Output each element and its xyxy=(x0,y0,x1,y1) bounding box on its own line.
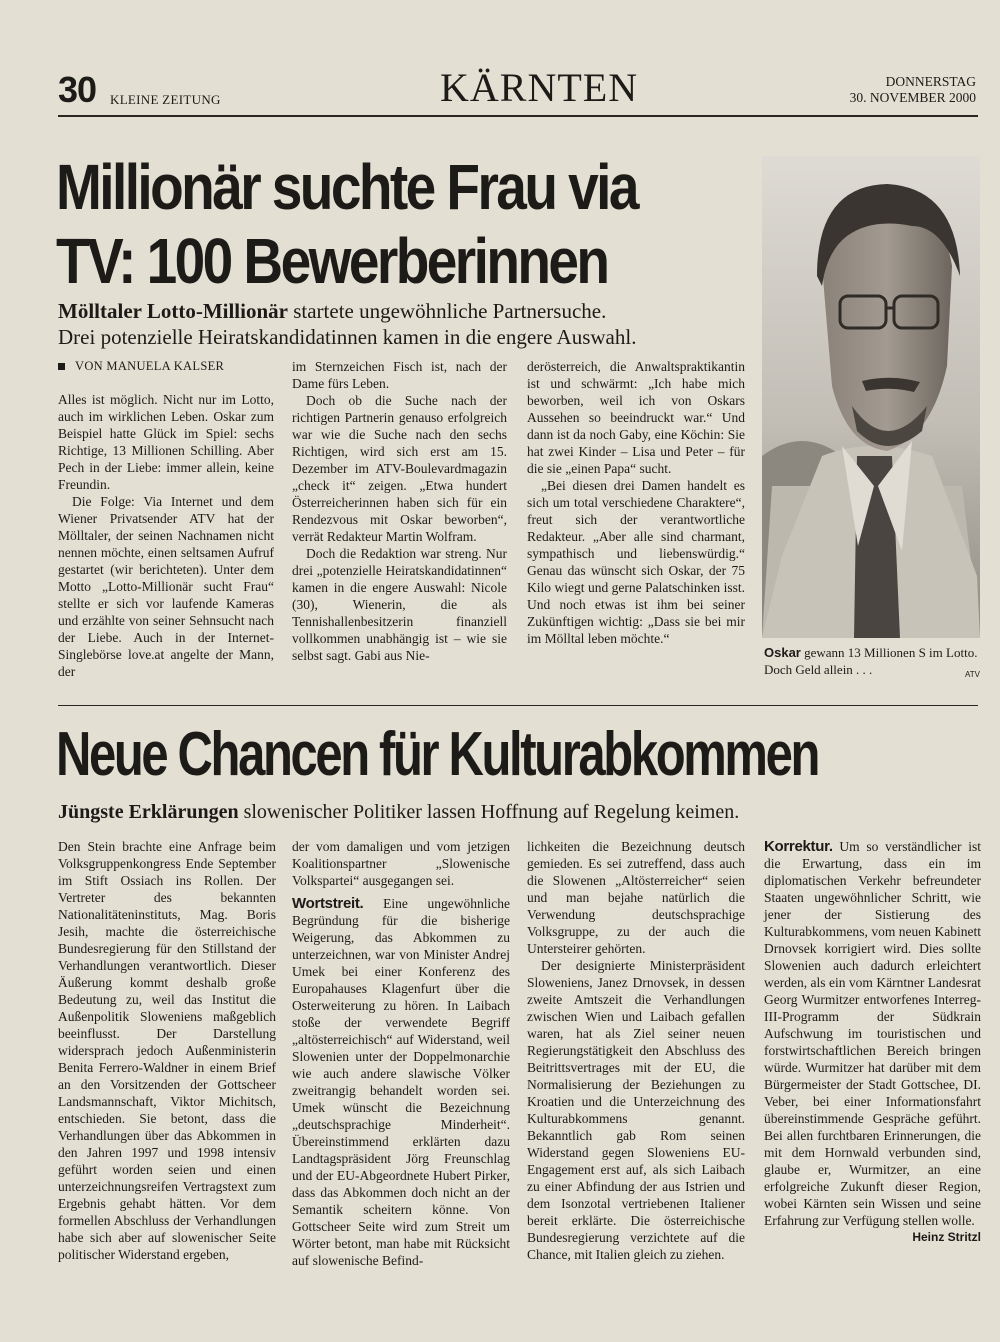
article1-column-2 xyxy=(292,358,507,664)
paragraph: derösterreich, die Anwaltspraktikantin ist und schwärmt: „Ich habe mich beworben, weil ich von Oskars Aussehen so beeindruckt war.“ Und dann ist da noch Gaby, eine Köchin: Sie hat zwei Kinder – Lisa und Peter – für die sie „einen Papa“ sucht. xyxy=(527,359,745,476)
paragraph: Der designierte Ministerpräsident Sloweniens, Janez Drnovsek, in dessen zweite Amtszeit die Verhandlungen zwischen Wien und Laibach gefallen waren, hat als Ziel seiner neuen Regierungstätigkeit den Abschluss des Beitrittsvertrages mit der EU, die Normalisierung der Beziehungen zu Kroatien und die Unterzeichnung des Kulturabkommens genannt. Bekanntlich gab Rom seinen Widerstand gegen Sloweniens EU-Engagement erst auf, als sich Laibach zu einer Abfindung der aus Istrien und dem Isonzotal vertriebenen Italiener bereit erklärte. Die österreichische Bundesregierung verzichtete auf die Chance, mit Italien gleich zu ziehen. xyxy=(527,958,745,1262)
article1-column-3 xyxy=(527,358,745,647)
weekday: DONNERSTAG xyxy=(885,74,976,89)
article-divider xyxy=(58,705,978,706)
article2-column-4 xyxy=(764,838,981,1246)
photo-caption xyxy=(764,644,980,683)
runin-heading: Korrektur. xyxy=(764,838,833,855)
article1-headline-line2: TV: 100 Bewerberinnen xyxy=(56,225,608,297)
portrait-photo xyxy=(762,156,980,638)
paragraph: „Bei diesen drei Damen handelt es sich um total verschiedene Charaktere“, freut sich der verantwortliche Redakteur. „Aber alle sind charmant, sympathisch und liebenswürdig.“ Genau das wünscht sich Oskar, der 75 Kilo wiegt und gerne Palatschinken isst. Und noch etwas ist ihm bei seiner Zukünftigen wichtig: „Dass sie bei mir im Mölltal leben möchte.“ xyxy=(527,478,745,646)
byline-text: VON MANUELA KALSER xyxy=(75,359,225,373)
article1-sub-line2: Drei potenzielle Heiratskandidatinnen kamen in die engere Auswahl. xyxy=(58,325,637,349)
photo-credit: ATV xyxy=(965,670,980,679)
paragraph: der vom damaligen und vom jetzigen Koalitionspartner „Slowenische Volkspartei“ ausgegangen sei. xyxy=(292,839,510,888)
article1-column-1 xyxy=(58,358,274,680)
paragraph xyxy=(292,895,510,1269)
caption-text: gewann 13 Millionen S im Lotto. Doch Geld allein . . . xyxy=(764,645,978,677)
paragraph: Alles ist möglich. Nicht nur im Lotto, auch im wirklichen Leben. Oskar zum Beispiel hatte Glück im Spiel: sechs Richtige, 13 Millionen Schilling. Aber Pech in der Liebe: immer allein, keine Freundin. xyxy=(58,392,274,492)
paragraph xyxy=(764,838,981,1244)
article1-subheadline xyxy=(58,298,758,350)
section-title: KÄRNTEN xyxy=(440,65,639,110)
paragraph: lichkeiten die Bezeichnung deutsch gemieden. Es sei zutreffend, dass auch die Slowenen „Altösterreicher“ seien und man bejahe natürlich die Verwendung deutschsprachige Volksgruppe, zu der auch die Untersteirer gehörten. xyxy=(527,839,745,956)
paragraph: Den Stein brachte eine Anfrage beim Volksgruppenkongress Ende September im Stift Ossiach ins Rollen. Der Vertreter des bekannten Nationalitäteninstituts, Mag. Boris Jesih, machte die österreichische Bundesregierung für den Stillstand der Verhandlungen verantwortlich. Dieser Äußerung kommt deshalb große Bedeutung zu, weil das Institut die Außenpolitik Sloweniens maßgeblich beeinflusst. Der Darstellung widersprach jedoch Außenministerin Benita Ferrero-Waldner in einem Brief an den Vorsitzenden der Gottscheer Landsmannschaft, Viktor Michitsch, entschieden. Sie betont, dass die Verhandlungen über das Abkommen in den Jahren 1997 und 1998 intensiv geführt worden seien und einen unterzeichnungsreifen Vertragstext zum Ergebnis gehabt hätten. Vor dem formellen Abschluss der Verhandlungen habe sich aber auf slowenischer Seite politischer Widerstand ergeben, xyxy=(58,839,276,1262)
article1-headline xyxy=(56,150,658,298)
article1-sub-bold: Mölltaler Lotto-Millionär xyxy=(58,299,288,323)
paragraph: Doch die Redaktion war streng. Nur drei „potenzielle Heiratskandidatinnen“ kamen in die engere Auswahl: Nicole (30), Wienerin, die als Tennishallenbesitzerin finanziell vollkommen unabhängig ist – wie sie selbst sagt. Gabi aus Nie- xyxy=(292,546,507,663)
paragraph-text: Um so verständlicher ist die Erwartung, dass ein im diplomatischen Verkehr befreundeter Staaten ungewöhnlicher Schritt, wie jener der Sistierung des Kulturabkommens, vom neuen Kabinett Drnovsek korrigiert wird. Dies sollte Slowenien auch dadurch erleichtert werden, als ein vom Kärntner Landesrat Georg Wurmitzer entworfenes Interreg-III-Programm der Südkrain Aufschwung im touristischen und forstwirtschaftlichen Bereich bringen würde. Wurmitzer hat darüber mit dem Bürgermeister der Stadt Gottschee, DI. Veber, bei einer Informationsfahrt übereinstimmende Gespräche geführt. Bei allen furchtbaren Erinnerungen, die mit dem Hornwald verbunden sind, glaube er, Wurmitzer, an eine erfolgreiche Zukunft dieser Region, wobei Kärnten sein Wissen und seine Erfahrung zur Verfügung stellen wolle. xyxy=(764,839,981,1228)
paragraph: Doch ob die Suche nach der richtigen Partnerin genauso erfolgreich war wie die Suche nach den sechs Richtigen, wird sich erst am 15. Dezember im ATV-Boulevardmagazin „check it“ zeigen. „Etwa hundert Österreicherinnen haben sich für ein Rendezvous mit Oskar beworben“, verrät Redakteur Martin Wolfram. xyxy=(292,393,507,544)
paragraph-text: Eine ungewöhnliche Begründung für die bisherige Weigerung, das Abkommen zu unterzeichnen, war von Minister Andrej Umek bei einer Konferenz des Europahauses Klagenfurt über die Osterweiterung zu hören. In Laibach stoße der verwendete Begriff „altösterreichisch“ auf Widerstand, weil Slowenien unter der Doppelmonarchie wie auch andere slawische Völker zweitrangig behandelt worden sei. Umek wünscht die Bezeichnung „deutschsprachige Minderheit“. Übereinstimmend erklärten dazu Landtagspräsident Jörg Freunschlag und der EU-Abgeordnete Hubert Pirker, dass das Abkommen doch nicht an der Semantik scheitern könne. Von Gottscheer Seite wird zum Streit um Wörter betont, man habe mit Rücksicht auf slowenische Befind- xyxy=(292,896,510,1268)
article1-headline-line1: Millionär suchte Frau via xyxy=(56,151,637,223)
portrait-illustration xyxy=(762,156,980,638)
page-number: 30 xyxy=(58,69,97,110)
issue-date xyxy=(850,74,976,106)
caption-lead: Oskar xyxy=(764,645,801,660)
article2-sub-bold: Jüngste Erklärungen xyxy=(58,801,239,823)
article2-headline: Neue Chancen für Kulturabkommen xyxy=(56,720,819,789)
author-signature: Heinz Stritzl xyxy=(912,1230,981,1244)
paragraph: im Sternzeichen Fisch ist, nach der Dame fürs Leben. xyxy=(292,359,507,391)
article2-subheadline xyxy=(58,800,978,824)
date: 30. NOVEMBER 2000 xyxy=(849,90,976,105)
paragraph: Die Folge: Via Internet und dem Wiener Privatsender ATV hat der Mölltaler, der seinen Nachnamen nicht nennen möchte, einen seltsamen Aufruf gestartet (wir berichteten). Unter dem Motto „Lotto-Millionär sucht Frau“ stellte er sich vor laufende Kameras und erzählte von seiner Sehnsucht nach der Liebe. Auch in der Internet-Singlebörse love.at angelte der Mann, der xyxy=(58,494,274,679)
article2-column-2 xyxy=(292,838,510,1269)
article1-sub-rest: startete ungewöhnliche Partnersuche. xyxy=(287,299,607,323)
newspaper-name: KLEINE ZEITUNG xyxy=(110,92,221,107)
article2-sub-rest: slowenischer Politiker lassen Hoffnung auf Regelung keimen. xyxy=(238,801,740,823)
article2-column-1 xyxy=(58,838,276,1263)
byline xyxy=(58,358,274,375)
runin-heading: Wortstreit. xyxy=(292,895,364,912)
article2-column-3 xyxy=(527,838,745,1263)
header-rule xyxy=(58,115,978,117)
bullet-square-icon xyxy=(58,363,65,370)
